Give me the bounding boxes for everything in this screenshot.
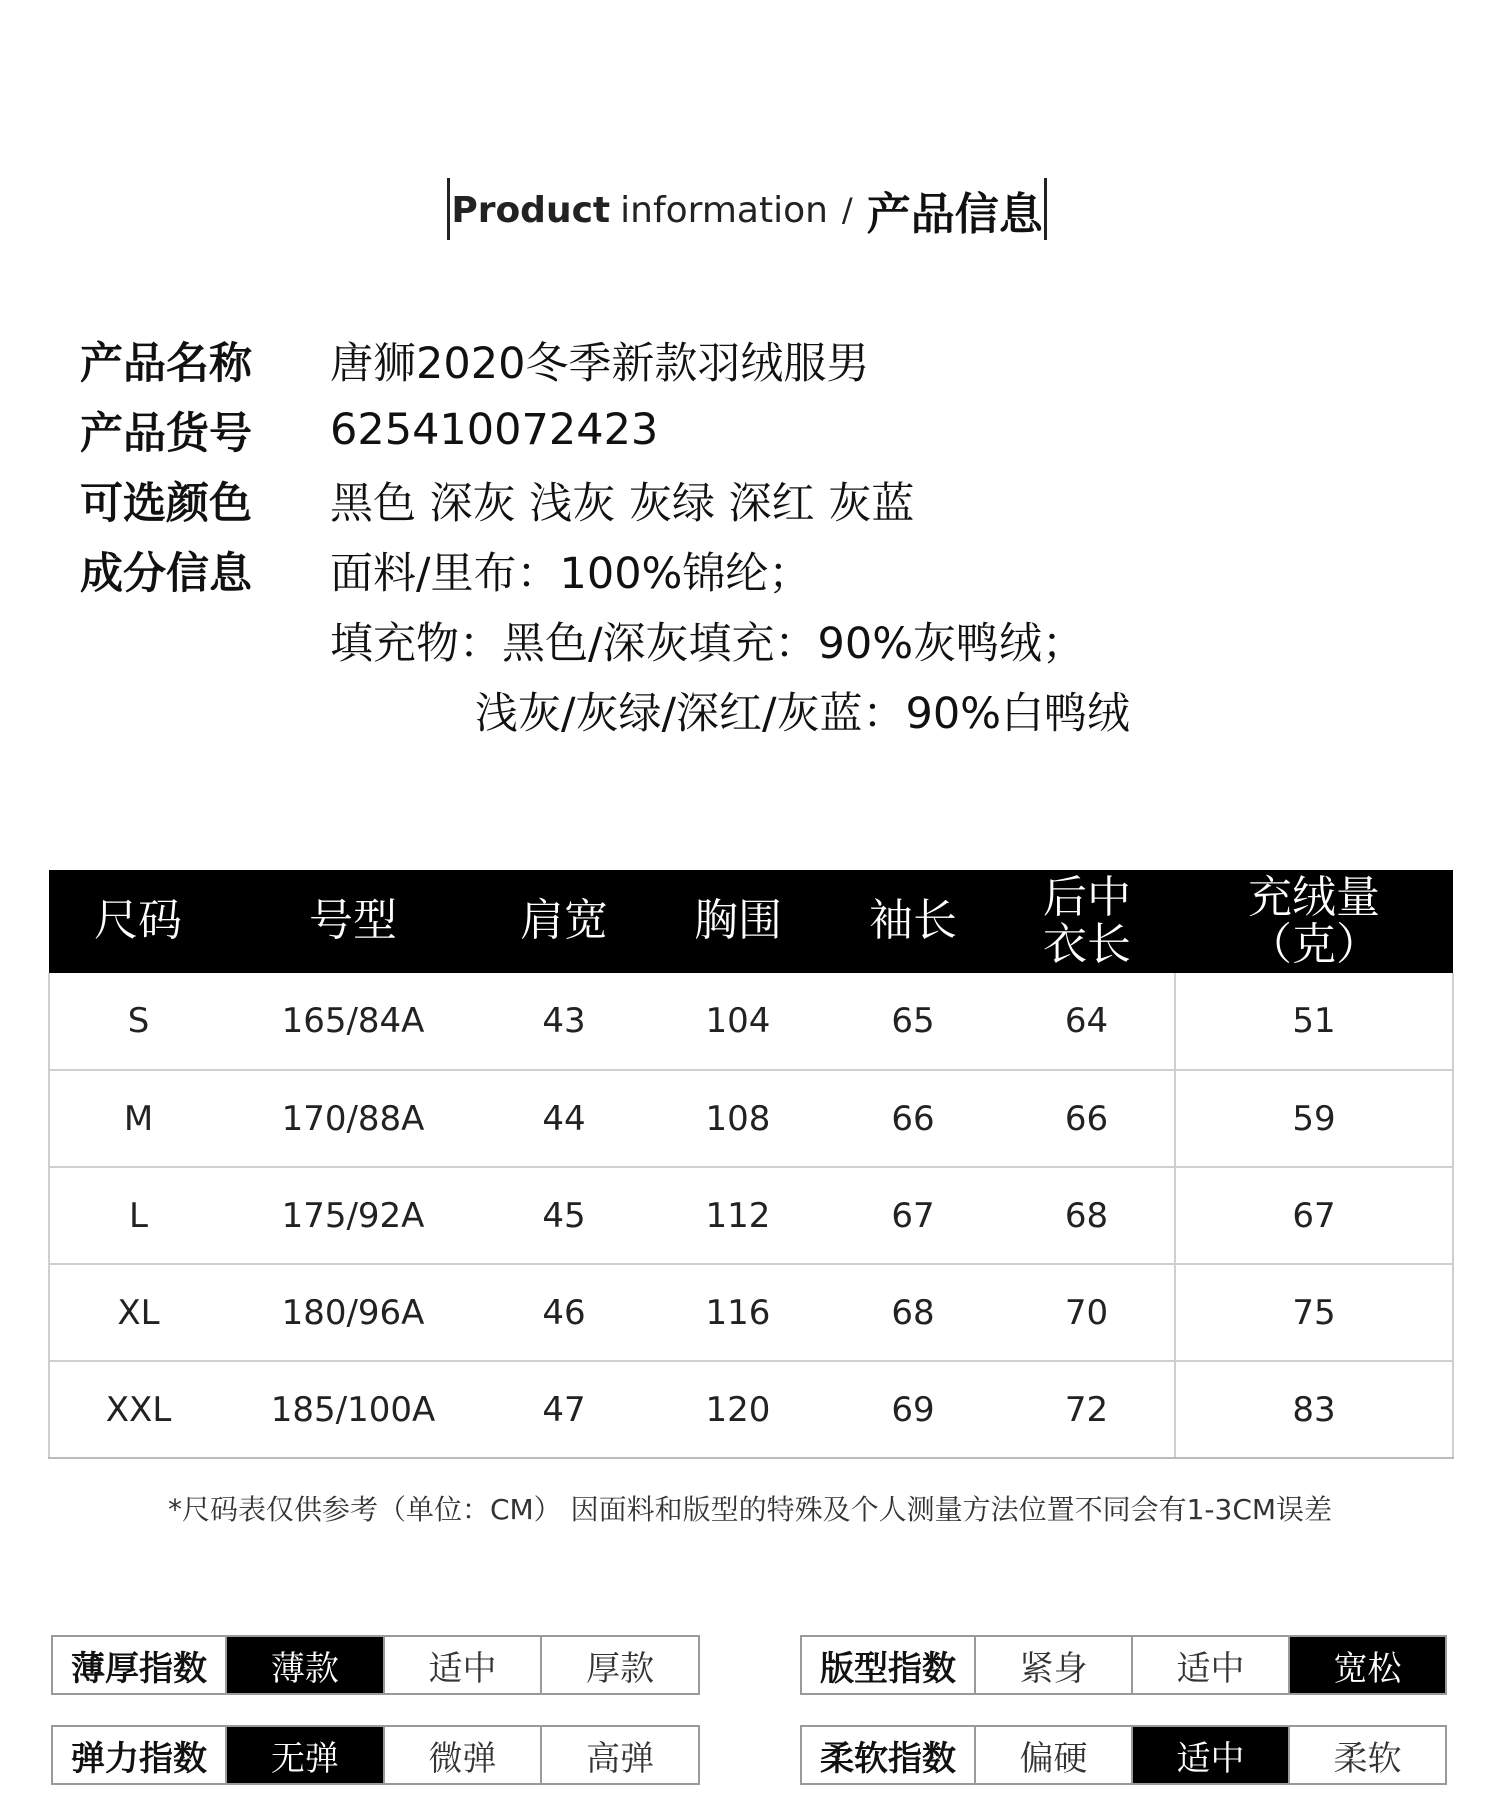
cell-type: 175/92A: [227, 1167, 479, 1264]
cell-size: S: [49, 973, 227, 1070]
thickness-index-title: 薄厚指数: [71, 1648, 207, 1689]
info-value: 黑色 深灰 浅灰 灰绿 深红 灰蓝: [330, 478, 915, 529]
section-title-slash: /: [841, 191, 853, 229]
thickness-option: 厚款: [540, 1637, 698, 1693]
thickness-option: 适中: [383, 1637, 541, 1693]
cell-size: M: [49, 1070, 227, 1167]
cell-chest: 104: [649, 973, 827, 1070]
elasticity-index-title: 弹力指数: [71, 1738, 207, 1779]
cell-type: 165/84A: [227, 973, 479, 1070]
info-row-filling: [80, 610, 1380, 670]
cell-type: 185/100A: [227, 1361, 479, 1458]
thickness-option: 薄款: [225, 1637, 383, 1693]
cell-shoulder: 47: [479, 1361, 649, 1458]
cell-fill-weight: 59: [1175, 1070, 1453, 1167]
cell-chest: 120: [649, 1361, 827, 1458]
cell-sleeve: 65: [827, 973, 999, 1070]
info-label: 产品名称: [80, 338, 252, 389]
table-row: [49, 1070, 1453, 1167]
cell-shoulder: 46: [479, 1264, 649, 1361]
cell-sleeve: 68: [827, 1264, 999, 1361]
cell-shoulder: 45: [479, 1167, 649, 1264]
elasticity-index: [51, 1725, 700, 1785]
info-row-filling-2: [80, 680, 1380, 740]
cell-back-length: 66: [999, 1070, 1175, 1167]
cell-sleeve: 69: [827, 1361, 999, 1458]
cell-fill-weight: 67: [1175, 1167, 1453, 1264]
column-header-size: 尺码: [49, 870, 227, 973]
cell-shoulder: 43: [479, 973, 649, 1070]
cell-back-length: 70: [999, 1264, 1175, 1361]
cell-chest: 116: [649, 1264, 827, 1361]
fit-index: [800, 1635, 1447, 1695]
section-title-en-bold: Product: [451, 189, 611, 231]
column-header-type: 号型: [227, 870, 479, 973]
cell-size: L: [49, 1167, 227, 1264]
info-row-name: [80, 330, 1380, 390]
cell-sleeve: 67: [827, 1167, 999, 1264]
info-value: 浅灰/灰绿/深红/灰蓝：90%白鸭绒: [475, 688, 1131, 739]
info-label: 成分信息: [80, 548, 252, 599]
elasticity-option: 微弹: [383, 1727, 541, 1783]
header-right-divider: [1044, 178, 1047, 240]
cell-chest: 112: [649, 1167, 827, 1264]
elasticity-option: 高弹: [540, 1727, 698, 1783]
size-chart-table: [48, 870, 1454, 1459]
section-title: [452, 182, 1042, 238]
thickness-index: [51, 1635, 700, 1695]
cell-fill-weight: 75: [1175, 1264, 1453, 1361]
size-note: *尺码表仅供参考（单位：CM） 因面料和版型的特殊及个人测量方法位置不同会有1-3CM误差: [167, 1493, 1333, 1526]
table-row: [49, 973, 1453, 1070]
column-header-shoulder: 肩宽: [479, 870, 649, 973]
section-title-en: information: [620, 189, 828, 231]
column-header-chest: 胸围: [649, 870, 827, 973]
cell-chest: 108: [649, 1070, 827, 1167]
softness-index: [800, 1725, 1447, 1785]
header-left-divider: [447, 178, 450, 240]
cell-size: XXL: [49, 1361, 227, 1458]
info-row-colors: [80, 470, 1380, 530]
table-row: [49, 1167, 1453, 1264]
column-header-sleeve: 袖长: [827, 870, 999, 973]
table-header-row: [49, 870, 1453, 973]
cell-sleeve: 66: [827, 1070, 999, 1167]
info-value: 625410072423: [330, 405, 659, 455]
cell-back-length: 64: [999, 973, 1175, 1070]
cell-shoulder: 44: [479, 1070, 649, 1167]
cell-fill-weight: 51: [1175, 973, 1453, 1070]
section-title-cn: 产品信息: [866, 189, 1043, 240]
softness-option: 偏硬: [974, 1727, 1131, 1783]
info-row-composition: [80, 540, 1380, 600]
softness-option: 适中: [1131, 1727, 1288, 1783]
fit-option: 宽松: [1288, 1637, 1445, 1693]
cell-type: 170/88A: [227, 1070, 479, 1167]
elasticity-option: 无弹: [225, 1727, 383, 1783]
cell-size: XL: [49, 1264, 227, 1361]
cell-back-length: 72: [999, 1361, 1175, 1458]
column-header-back-length: 后中 衣长: [999, 870, 1175, 973]
table-row: [49, 1264, 1453, 1361]
info-value: 唐狮2020冬季新款羽绒服男: [330, 338, 870, 389]
column-header-fill-weight: 充绒量 （克）: [1175, 870, 1453, 973]
info-value: 填充物：黑色/深灰填充：90%灰鸭绒；: [330, 618, 1086, 669]
table-row: [49, 1361, 1453, 1458]
info-row-sku: [80, 400, 1380, 460]
softness-option: 柔软: [1288, 1727, 1445, 1783]
softness-index-title: 柔软指数: [820, 1738, 956, 1779]
cell-type: 180/96A: [227, 1264, 479, 1361]
fit-option: 适中: [1131, 1637, 1288, 1693]
info-value: 面料/里布：100%锦纶；: [330, 548, 812, 599]
fit-index-title: 版型指数: [820, 1648, 956, 1689]
cell-fill-weight: 83: [1175, 1361, 1453, 1458]
info-label: 可选颜色: [80, 478, 252, 529]
info-label: 产品货号: [80, 408, 252, 459]
fit-option: 紧身: [974, 1637, 1131, 1693]
cell-back-length: 68: [999, 1167, 1175, 1264]
